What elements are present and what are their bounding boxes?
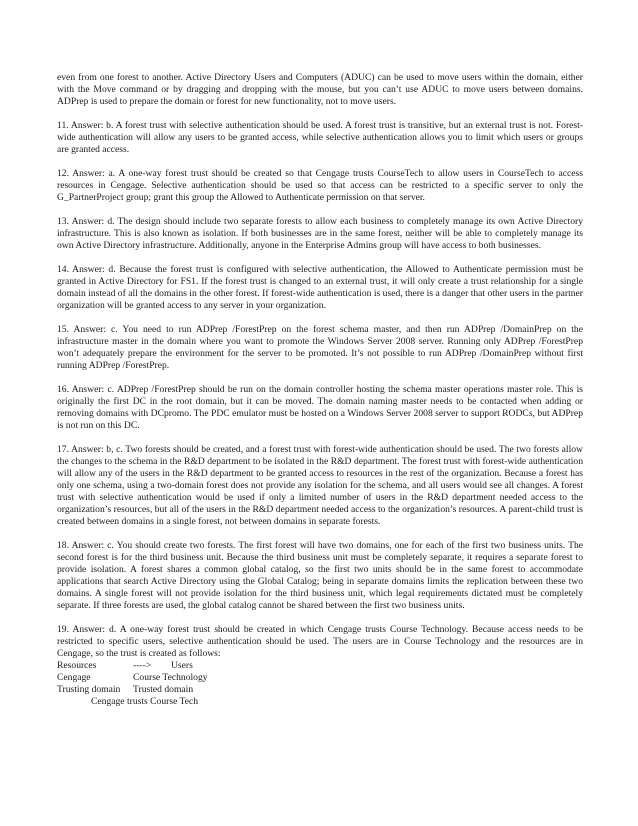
trust-table-course-technology: Course Technology: [133, 672, 208, 683]
trust-table-resources-label: Resources: [57, 660, 97, 671]
paragraph-answer-12: 12. Answer: a. A one-way forest trust should be created so that Cengage trusts CourseTech to allow users in CourseTech to access resources in Cengage. Selective authentication should be used so that access can be restricted to a specific server to only the G_PartnerProject group; grant this group the Allowed to Authenticate permission on that server.: [57, 168, 583, 203]
trust-table-trusting-domain: Trusting domain: [57, 684, 121, 695]
paragraph-answer-14: 14. Answer: d. Because the forest trust is configured with selective authentication, the Allowed to Authenticate permission must be granted in Active Directory for FS1. If the forest trust is changed to an external trust, it will only create a trust relationship for a single domain instead of all the domains in the other forest. If forest-wide authentication is used, there is a danger that other users in the partner organization will be granted access to any server in your organization.: [57, 264, 583, 311]
paragraph-answer-10-continued: even from one forest to another. Active Directory Users and Computers (ADUC) can be used to move users within the domain, either with the Move command or by dragging and dropping with the mouse, but you can’t use ADUC to move users between domains. ADPrep is used to prepare the domain or forest for new functionality, not to move users.: [57, 72, 583, 107]
trust-table-cengage: Cengage: [57, 672, 91, 683]
trust-table-users-label: Users: [171, 660, 193, 671]
trust-arrow: ---->: [133, 660, 152, 671]
paragraph-answer-11: 11. Answer: b. A forest trust with selective authentication should be used. A forest trust is transitive, but an external trust is not. Forest-wide authentication will allow any users to be granted access, while selective authentication allows you to limit which users or groups are granted access.: [57, 120, 583, 155]
paragraph-answer-17: 17. Answer: b, c. Two forests should be created, and a forest trust with forest-wide authentication should be used. The two forests allow the changes to the schema in the R&D department to be isolated in the R&D department. The forest trust with forest-wide authentication will allow any of the users in the R&D department to be granted access to resources in the rest of the organization. Because a forest has only one schema, using a two-domain forest does not provide any isolation for the schema, and all users would see all changes. A forest trust with selective authentication would be used if only a limited number of users in the R&D department needed access to the organization’s resources, but all of the users in the R&D department needed access to the organization’s resources. A parent-child trust is created between domains in a single forest, not between domains in separate forests.: [57, 444, 583, 527]
paragraph-answer-15: 15. Answer: c. You need to run ADPrep /ForestPrep on the forest schema master, and then run ADPrep /DomainPrep on the infrastructure master in the domain where you want to promote the Windows Server 2008 server. Running only ADPrep /ForestPrep won’t adequately prepare the environment for the server to be promoted. It’s not possible to run ADPrep /DomainPrep without first running ADPrep /ForestPrep.: [57, 324, 583, 371]
paragraph-answer-19: 19. Answer: d. A one-way forest trust should be created in which Cengage trusts Course Technology. Because access needs to be restricted to specific users, selective authentication should be used. The users are in Course Technology and the resources are in Cengage, so the trust is created as follows:: [57, 624, 583, 659]
paragraph-answer-18: 18. Answer: c. You should create two forests. The first forest will have two domains, one for each of the first two business units. The second forest is for the third business unit. Because the third business unit must be completely separate, it requires a separate forest to provide isolation. A forest shares a common global catalog, so the first two units should be in the same forest to accommodate applications that search Active Directory using the Global Catalog; being in separate domains limits the replication between these two domains. A single forest will not provide isolation for the third business unit, which legal requirements dictated must be completely separate. If three forests are used, the global catalog cannot be shared between the first two business units.: [57, 540, 583, 611]
trust-table: [57, 660, 583, 696]
paragraph-answer-16: 16. Answer: c. ADPrep /ForestPrep should be run on the domain controller hosting the schema master operations master role. This is originally the first DC in the root domain, but it can be moved. The domain naming master needs to be contacted when adding or removing domains with DCpromo. The PDC emulator must be hosted on a Windows Server 2008 server to support RODCs, but ADPrep is not run on this DC.: [57, 384, 583, 431]
trust-table-trusted-domain: Trusted domain: [133, 684, 194, 695]
trust-summary: Cengage trusts Course Tech: [91, 696, 199, 707]
document-page: [57, 72, 583, 708]
paragraph-answer-13: 13. Answer: d. The design should include two separate forests to allow each business to completely manage its own Active Directory infrastructure. This is also known as isolation. If both businesses are in the same forest, neither will be able to completely manage its own Active Directory infrastructure. Additionally, anyone in the Enterprise Admins group will have access to both businesses.: [57, 216, 583, 251]
